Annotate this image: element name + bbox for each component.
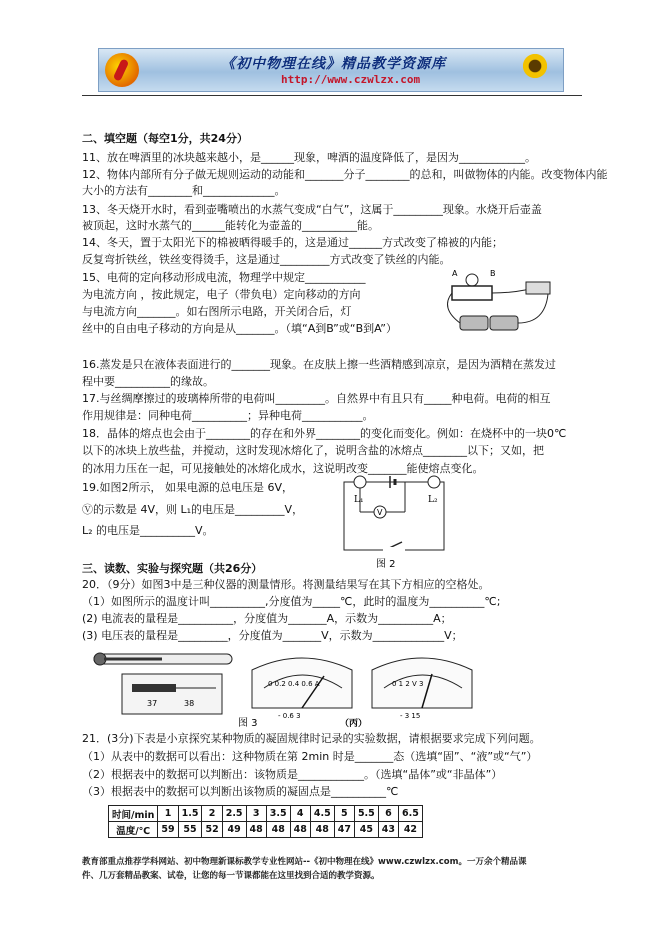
table-cell: 2.5 xyxy=(222,806,246,822)
q20-line-2: （1）如图所示的温度计叫__________,分度值为_____℃，此时的温度为__________℃; xyxy=(82,595,501,608)
q20-line-1: 20．（9分）如图3中是三种仪器的测量情形。将测量结果写在其下方相应的空格处。 xyxy=(82,578,490,591)
section-title-fill: 二、填空题（每空1分，共24分） xyxy=(82,132,248,145)
q14-line-1: 14、冬天，置于太阳光下的棉被晒得暖手的，这是通过______方式改变了棉被的内能； xyxy=(82,236,503,249)
q21-line-1: 21．(3分)下表是小京探究某种物质的凝固规律时记录的实验数据，请根据要求完成下列问题。 xyxy=(82,732,541,745)
table-cell: 52 xyxy=(202,822,222,838)
table-row-temp xyxy=(109,822,423,838)
table-cell: 43 xyxy=(378,822,398,838)
q20-line-4: (3) 电压表的量程是_________，分度值为_______V，示数为_____________V； xyxy=(82,629,463,642)
table-cell: 55 xyxy=(178,822,202,838)
q19-line-1: 19.如图2所示， 如果电源的总电压是 6V， xyxy=(82,481,294,494)
wire-left xyxy=(448,293,461,323)
q12-line-2: 大小的方法有________和_____________。 xyxy=(82,184,286,197)
bulb-base xyxy=(452,286,492,300)
site-logo-icon xyxy=(105,53,139,87)
table-cell: 时间/min xyxy=(109,806,158,822)
q15-line-4: 丝中的自由电子移动的方向是从_______。（填“A到B”或“B到A”） xyxy=(82,322,397,335)
label-B: B xyxy=(490,269,496,278)
battery-1-icon xyxy=(460,316,488,330)
figure-3-instruments xyxy=(92,648,512,728)
table-cell: 48 xyxy=(290,822,310,838)
figure-2-circuit xyxy=(330,472,460,570)
table-cell: 59 xyxy=(158,822,178,838)
thermo-label-37: 37 xyxy=(147,699,158,708)
q21-line-3: （2）根据表中的数据可以判断出：该物质是____________。（选填“晶体”或“非晶体”） xyxy=(82,768,503,781)
q15-line-2: 为电流方向 ，按此规定，电子（带负电）定向移动的方向 xyxy=(82,288,361,301)
ammeter-tick-labels: 0 0.2 0.4 0.6 A xyxy=(268,680,320,688)
label-A: A xyxy=(452,269,458,278)
q15-circuit-figure xyxy=(430,268,570,340)
table-cell: 3 xyxy=(246,806,266,822)
solidification-table xyxy=(108,805,423,838)
q13-line-2: 被顶起，这时水蒸气的______能转化为壶盖的__________能。 xyxy=(82,219,379,232)
q20-line-3: (2) 电流表的量程是__________，分度值为_______A，示数为__________A； xyxy=(82,612,452,625)
header-banner xyxy=(98,48,564,92)
table-cell: 47 xyxy=(334,822,354,838)
sunflower-icon xyxy=(521,52,549,80)
table-cell: 3.5 xyxy=(266,806,290,822)
q15-line-3: 与电流方向_______。如右图所示电路，开关闭合后，灯 xyxy=(82,305,352,318)
q11-line: 11、放在啤酒里的冰块越来越小，是______现象，啤酒的温度降低了，是因为____________。 xyxy=(82,151,536,164)
table-cell: 1.5 xyxy=(178,806,202,822)
q16-line-1: 16.蒸发是只在液体表面进行的_______现象。在皮肤上擦一些酒精感到凉京，是因为酒精在蒸发过 xyxy=(82,358,556,371)
banner-url[interactable]: http://www.czwlzx.com xyxy=(281,73,421,86)
table-cell: 42 xyxy=(399,822,423,838)
table-cell: 4 xyxy=(290,806,310,822)
q15-line-1: 15、电荷的定向移动形成电流，物理学中规定___________ xyxy=(82,271,366,284)
table-cell: 49 xyxy=(222,822,246,838)
q13-line-1: 13、冬天烧开水时，看到壶嘴喷出的水蒸气变成“白气”，这属于_________现象。水烧开后壶盖 xyxy=(82,203,542,216)
circuit-loop xyxy=(344,482,444,550)
q17-line-1: 17.与丝绸摩擦过的玻璃棒所带的电荷叫_________。自然界中有且只有_____种电荷。电荷的相互 xyxy=(82,392,551,405)
L2-label: L₂ xyxy=(428,495,438,505)
table-cell: 48 xyxy=(310,822,334,838)
thermometer-zoom-box xyxy=(122,674,222,714)
table-cell: 6 xyxy=(378,806,398,822)
bulb-icon xyxy=(466,274,478,286)
table-cell: 4.5 xyxy=(310,806,334,822)
table-cell: 5 xyxy=(334,806,354,822)
q18-line-3: 的冰用力压在一起，可见接触处的冰熔化成水，这说明改变_______能使熔点变化。 xyxy=(82,462,484,475)
q19-line-2: Ⓥ的示数是 4V，则 L₁的电压是_________V， xyxy=(82,503,304,516)
figure-2-caption: 图 2 xyxy=(376,559,396,570)
q12-line-1: 12、物体内部所有分子做无规则运动的动能和_______分子________的总和，叫做物体的内能。改变物体内能 xyxy=(82,168,608,181)
L1-label: L₁ xyxy=(354,495,364,505)
table-cell: 48 xyxy=(266,822,290,838)
ammeter-terminals: - 0.6 3 xyxy=(278,712,301,720)
table-cell: 1 xyxy=(158,806,178,822)
figure-3-bing-label: （丙） xyxy=(340,719,368,728)
table-row-time xyxy=(109,806,423,822)
switch-icon xyxy=(526,282,550,294)
q17-line-2: 作用规律是：同种电荷__________；异种电荷___________。 xyxy=(82,409,374,422)
wire-bottom xyxy=(518,294,548,323)
thermo-label-38: 38 xyxy=(184,699,195,708)
section-title-experiment: 三、读数、实验与探究题（共26分） xyxy=(82,562,263,575)
battery-2-icon xyxy=(490,316,518,330)
q16-line-2: 程中要__________的缘故。 xyxy=(82,375,214,388)
table-cell: 6.5 xyxy=(399,806,423,822)
switch-gap xyxy=(383,547,405,552)
table-cell: 5.5 xyxy=(354,806,378,822)
q18-line-1: 18．晶体的熔点也会由于________的存在和外界________的变化而变化。例如：在烧杯中的一块0℃ xyxy=(82,427,567,440)
zoom-liquid-column xyxy=(132,684,176,692)
q18-line-2: 以下的冰块上放些盐，并搅动，这时发现冰熔化了，说明含盐的冰熔点________以下；又如，把 xyxy=(82,444,544,457)
voltmeter-tick-labels: 0 1 2 V 3 xyxy=(392,680,424,688)
table-cell: 温度/℃ xyxy=(109,822,158,838)
footer-line-2: 件、几万套精品教案、试卷，让您的每一节课都能在这里找到合适的教学资源。 xyxy=(82,871,380,881)
lamp-L1-icon xyxy=(354,476,366,488)
table-cell: 45 xyxy=(354,822,378,838)
voltmeter-terminals: - 3 15 xyxy=(400,712,421,720)
footer-line-1: 教育部重点推荐学科网站、初中物理新课标教学专业性网站--《初中物理在线》www.czwlzx.com。一万余个精品课 xyxy=(82,857,527,867)
q21-line-2: （1）从表中的数据可以看出：这种物质在第 2min 时是_______态（选填“固”、“液”或“气”） xyxy=(82,750,538,763)
table-cell: 2 xyxy=(202,806,222,822)
table-cell: 48 xyxy=(246,822,266,838)
lamp-L2-icon xyxy=(428,476,440,488)
voltmeter-label: V xyxy=(377,508,383,517)
header-rule xyxy=(82,95,582,96)
q19-line-3: L₂ 的电压是__________V。 xyxy=(82,524,214,537)
q14-line-2: 反复弯折铁丝，铁丝变得烫手，这是通过_________方式改变了铁丝的内能。 xyxy=(82,253,451,266)
banner-title: 《初中物理在线》精品教学资源库 xyxy=(221,56,446,72)
q21-line-4: （3）根据表中的数据可以判断出该物质的凝固点是__________℃ xyxy=(82,785,399,798)
figure-3-caption: 图 3 xyxy=(238,718,258,728)
